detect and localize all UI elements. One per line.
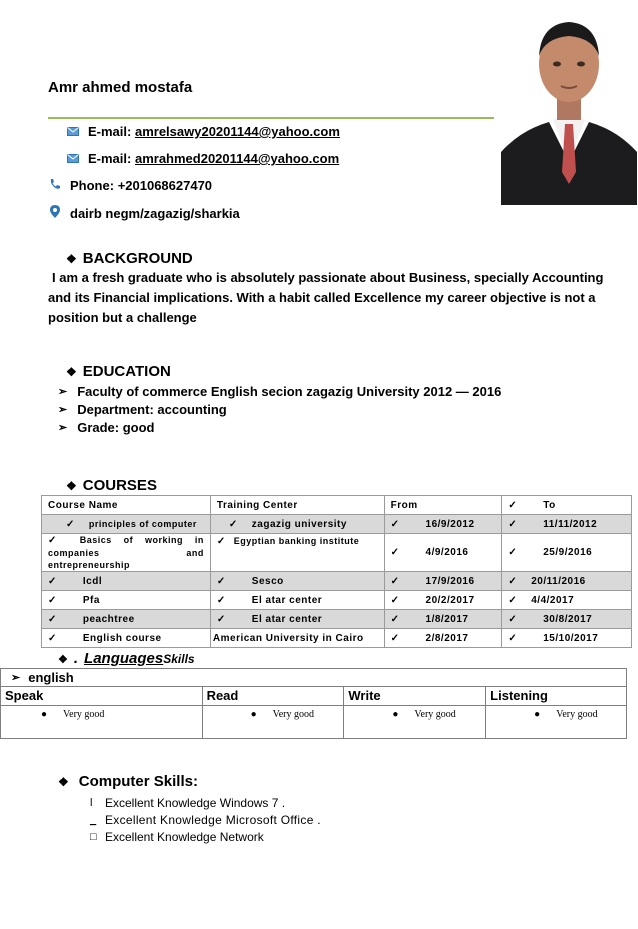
col-header: Training Center <box>210 496 384 515</box>
phone-value: +201068627470 <box>117 178 213 193</box>
check-icon: ✓ <box>508 632 518 644</box>
address-row <box>48 205 240 221</box>
mail-icon <box>66 124 80 139</box>
check-icon: ✓ <box>508 547 518 558</box>
diamond-bullet-icon: ❖ <box>66 478 77 493</box>
mail-icon <box>66 151 80 166</box>
check-icon: ✓ <box>508 594 518 606</box>
check-icon: ✓ <box>390 575 400 587</box>
check-icon: ✓ <box>48 613 57 625</box>
courses-header-row <box>42 496 632 515</box>
check-icon: ✓ <box>48 575 57 587</box>
check-icon: ✓ <box>508 499 518 511</box>
education-heading: ❖ EDUCATION <box>66 363 171 380</box>
diamond-bullet-icon: ❖ <box>66 251 77 266</box>
address-text: dairb negm/zagazig/sharkia <box>70 205 240 221</box>
list-item: l Excellent Knowledge Windows 7 . <box>90 796 286 810</box>
diamond-bullet-icon: ❖ <box>58 774 69 789</box>
phone-label: Phone: <box>70 178 115 193</box>
arrow-bullet-icon: ➢ <box>58 422 68 434</box>
email-row-2 <box>66 151 339 166</box>
check-icon: ✓ <box>390 518 400 530</box>
col-header: From <box>384 496 502 515</box>
list-item: □ Excellent Knowledge Network <box>90 830 264 844</box>
check-icon: ✓ <box>48 594 57 606</box>
check-icon: ✓ <box>48 535 66 546</box>
candidate-name: Amr ahmed mostafa <box>48 79 193 96</box>
email-link-2[interactable]: amrahmed20201144@yahoo.com <box>134 151 340 166</box>
location-icon <box>48 205 62 221</box>
courses-heading: ❖ COURSES <box>66 477 157 494</box>
check-icon: ✓ <box>216 536 226 547</box>
languages-value-row: ● Very good ● Very good ● Very good ● Very good <box>1 706 627 739</box>
table-row: ✓ English course American University in Cairo ✓ 2/8/2017 ✓ 15/10/2017 <box>42 629 632 648</box>
phone-row <box>48 178 212 193</box>
arrow-bullet-icon: ➢ <box>58 404 68 416</box>
check-icon: ✓ <box>390 547 400 558</box>
check-icon: ✓ <box>508 613 518 625</box>
check-icon: ✓ <box>216 575 226 587</box>
list-item: _ Excellent Knowledge Microsoft Office . <box>90 813 321 827</box>
check-icon: ✓ <box>216 594 226 606</box>
check-icon: ✓ <box>508 575 518 587</box>
check-icon: ✓ <box>508 518 518 530</box>
profile-photo <box>501 12 637 205</box>
email-link-1[interactable]: amrelsawy20201144@yahoo.com <box>134 124 340 139</box>
computer-skills-list <box>90 795 321 846</box>
table-row: ✓ principles of computer ✓ zagazig university ✓ 16/9/2012 ✓ 11/11/2012 <box>42 515 632 534</box>
check-icon: ✓ <box>228 518 238 530</box>
arrow-bullet-icon: ➢ <box>58 386 68 398</box>
languages-table <box>0 686 627 739</box>
check-icon: ✓ <box>66 518 75 530</box>
table-row: ✓ peachtree ✓ El atar center ✓ 1/8/2017 ✓ 30/8/2017 <box>42 610 632 629</box>
email-label: E-mail: <box>88 124 132 139</box>
languages-heading: ❖ . Languages Skills <box>58 650 195 667</box>
education-item: ➢ Department: accounting <box>58 402 227 417</box>
diamond-bullet-icon: ❖ <box>66 364 77 379</box>
arrow-bullet-icon: ➢ <box>11 672 21 684</box>
education-item: ➢ Faculty of commerce English secion zagazig University 2012 — 2016 <box>58 384 502 399</box>
phone-icon <box>48 178 62 193</box>
email-label: E-mail: <box>88 151 132 166</box>
diamond-bullet-icon: ❖ <box>58 654 68 666</box>
table-row: ✓ Pfa ✓ El atar center ✓ 20/2/2017 ✓ 4/4/2017 <box>42 591 632 610</box>
education-item: ➢ Grade: good <box>58 420 155 435</box>
courses-table <box>41 495 632 648</box>
table-row: ✓ Icdl ✓ Sesco ✓ 17/9/2016 ✓ 20/11/2016 <box>42 572 632 591</box>
check-icon: ✓ <box>216 613 226 625</box>
check-icon: ✓ <box>390 594 400 606</box>
email-row-1 <box>66 124 340 139</box>
language-name-row: ➢ english <box>0 668 627 686</box>
languages-header-row: Speak Read Write Listening <box>1 687 627 706</box>
check-icon: ✓ <box>390 632 400 644</box>
col-header: Course Name <box>42 496 211 515</box>
header-divider <box>48 117 494 119</box>
check-icon: ✓ <box>390 613 400 625</box>
computer-skills-heading: ❖ Computer Skills: <box>58 773 198 790</box>
table-row: ✓ Basics of working in companies and entrepreneurship ✓ Egyptian banking institute ✓ 4/9/2016 ✓ 25/9/2016 <box>42 534 632 572</box>
background-paragraph: I am a fresh graduate who is absolutely passionate about Business, specially Accounting and its Financial implications. With a habit called Excellence my career objective is not a position but a challenge <box>48 270 604 325</box>
check-icon: ✓ <box>48 632 57 644</box>
col-header: ✓ To <box>502 496 632 515</box>
background-heading: ❖ BACKGROUND <box>66 250 193 267</box>
